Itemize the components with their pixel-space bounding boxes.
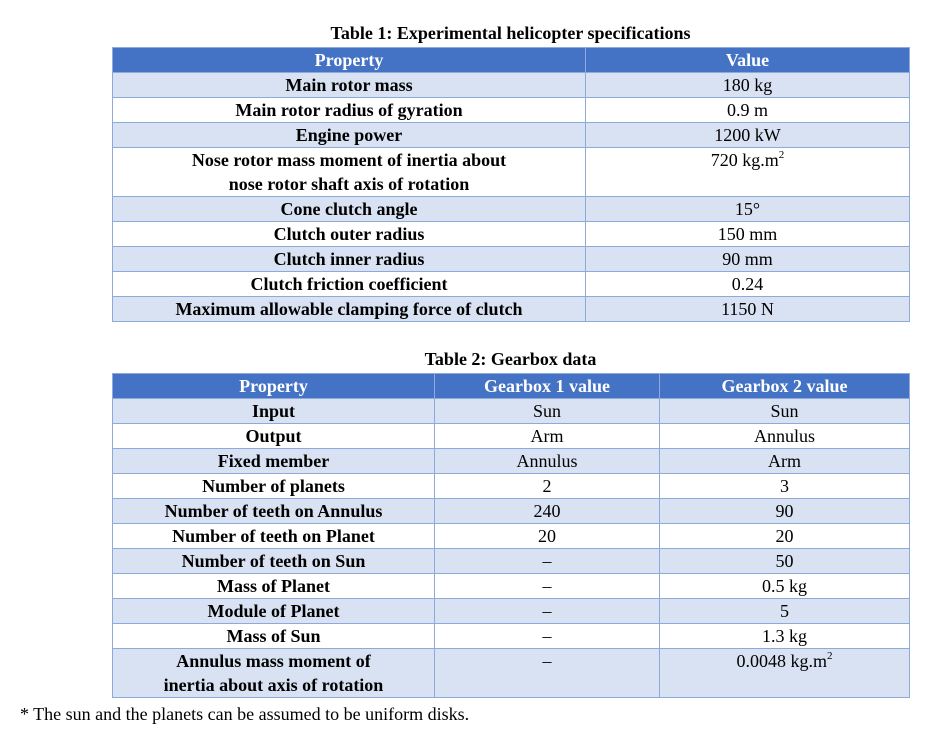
table-row bbox=[113, 98, 910, 123]
property-cell: Clutch inner radius bbox=[113, 247, 586, 272]
property-cell: Main rotor mass bbox=[113, 73, 586, 98]
column-header-value: Value bbox=[586, 48, 910, 73]
gearbox2-cell: 0.5 kg bbox=[660, 574, 910, 599]
property-cell: Cone clutch angle bbox=[113, 197, 586, 222]
helicopter-specs-table bbox=[112, 47, 910, 322]
gearbox2-cell: 20 bbox=[660, 524, 910, 549]
gearbox1-cell: 240 bbox=[435, 499, 660, 524]
gearbox2-cell: Sun bbox=[660, 399, 910, 424]
property-cell: Number of planets bbox=[113, 474, 435, 499]
table-row bbox=[113, 148, 910, 197]
table-row bbox=[113, 123, 910, 148]
table-row bbox=[113, 424, 910, 449]
column-header-property: Property bbox=[113, 48, 586, 73]
table-row bbox=[113, 247, 910, 272]
table-row bbox=[113, 73, 910, 98]
table-row bbox=[113, 474, 910, 499]
property-cell bbox=[113, 148, 586, 197]
gearbox1-cell: – bbox=[435, 624, 660, 649]
gearbox-data-table bbox=[112, 373, 910, 698]
gearbox1-cell: – bbox=[435, 549, 660, 574]
property-cell: Number of teeth on Sun bbox=[113, 549, 435, 574]
table-header-row bbox=[113, 374, 910, 399]
value-cell: 1150 N bbox=[586, 297, 910, 322]
property-cell: Engine power bbox=[113, 123, 586, 148]
gearbox2-cell: Annulus bbox=[660, 424, 910, 449]
property-cell: Clutch friction coefficient bbox=[113, 272, 586, 297]
property-cell: Mass of Sun bbox=[113, 624, 435, 649]
property-line: nose rotor shaft axis of rotation bbox=[228, 174, 470, 194]
gearbox2-cell: 90 bbox=[660, 499, 910, 524]
value-cell bbox=[586, 148, 910, 197]
property-line: Annulus mass moment of bbox=[176, 651, 371, 671]
property-cell bbox=[113, 649, 435, 698]
property-cell: Fixed member bbox=[113, 449, 435, 474]
table-row bbox=[113, 624, 910, 649]
property-cell: Main rotor radius of gyration bbox=[113, 98, 586, 123]
gearbox1-cell: – bbox=[435, 599, 660, 624]
table-row bbox=[113, 574, 910, 599]
table-row bbox=[113, 272, 910, 297]
gearbox2-cell bbox=[660, 649, 910, 698]
property-cell: Mass of Planet bbox=[113, 574, 435, 599]
gearbox2-cell: 1.3 kg bbox=[660, 624, 910, 649]
gearbox1-cell: Arm bbox=[435, 424, 660, 449]
gearbox1-cell: Annulus bbox=[435, 449, 660, 474]
property-cell: Clutch outer radius bbox=[113, 222, 586, 247]
property-cell: Maximum allowable clamping force of clutch bbox=[113, 297, 586, 322]
gearbox2-cell: 50 bbox=[660, 549, 910, 574]
property-cell: Module of Planet bbox=[113, 599, 435, 624]
gearbox2-cell: 3 bbox=[660, 474, 910, 499]
value-cell: 180 kg bbox=[586, 73, 910, 98]
superscript: 2 bbox=[827, 650, 833, 662]
property-cell: Number of teeth on Planet bbox=[113, 524, 435, 549]
table-row bbox=[113, 399, 910, 424]
table1-caption: Table 1: Experimental helicopter specifications bbox=[330, 23, 691, 43]
gearbox1-cell: – bbox=[435, 574, 660, 599]
value-cell: 90 mm bbox=[586, 247, 910, 272]
table-row bbox=[113, 499, 910, 524]
table-header-row bbox=[113, 48, 910, 73]
gearbox2-cell: 5 bbox=[660, 599, 910, 624]
table-row bbox=[113, 524, 910, 549]
table-row bbox=[113, 649, 910, 698]
footnote: * The sun and the planets can be assumed to be uniform disks. bbox=[20, 704, 470, 724]
value-cell: 150 mm bbox=[586, 222, 910, 247]
column-header-gearbox1: Gearbox 1 value bbox=[435, 374, 660, 399]
gearbox2-cell: Arm bbox=[660, 449, 910, 474]
table-row bbox=[113, 222, 910, 247]
table-row bbox=[113, 297, 910, 322]
gearbox1-cell: 20 bbox=[435, 524, 660, 549]
table-row bbox=[113, 449, 910, 474]
table-row bbox=[113, 549, 910, 574]
property-cell: Number of teeth on Annulus bbox=[113, 499, 435, 524]
property-cell: Input bbox=[113, 399, 435, 424]
column-header-property: Property bbox=[113, 374, 435, 399]
value-cell: 1200 kW bbox=[586, 123, 910, 148]
table2-caption: Table 2: Gearbox data bbox=[424, 349, 597, 369]
gearbox1-cell: 2 bbox=[435, 474, 660, 499]
gearbox1-cell: Sun bbox=[435, 399, 660, 424]
superscript: 2 bbox=[778, 149, 785, 161]
property-line: Nose rotor mass moment of inertia about bbox=[191, 150, 507, 170]
value-cell: 0.9 m bbox=[586, 98, 910, 123]
value-cell: 0.24 bbox=[586, 272, 910, 297]
table-row bbox=[113, 197, 910, 222]
column-header-gearbox2: Gearbox 2 value bbox=[660, 374, 910, 399]
value-cell: 15° bbox=[586, 197, 910, 222]
table-row bbox=[113, 599, 910, 624]
property-line: inertia about axis of rotation bbox=[163, 675, 384, 695]
value-text: 0.0048 kg.m bbox=[736, 651, 827, 671]
value-text: 720 kg.m bbox=[710, 150, 779, 170]
gearbox1-cell: – bbox=[435, 649, 660, 698]
property-cell: Output bbox=[113, 424, 435, 449]
